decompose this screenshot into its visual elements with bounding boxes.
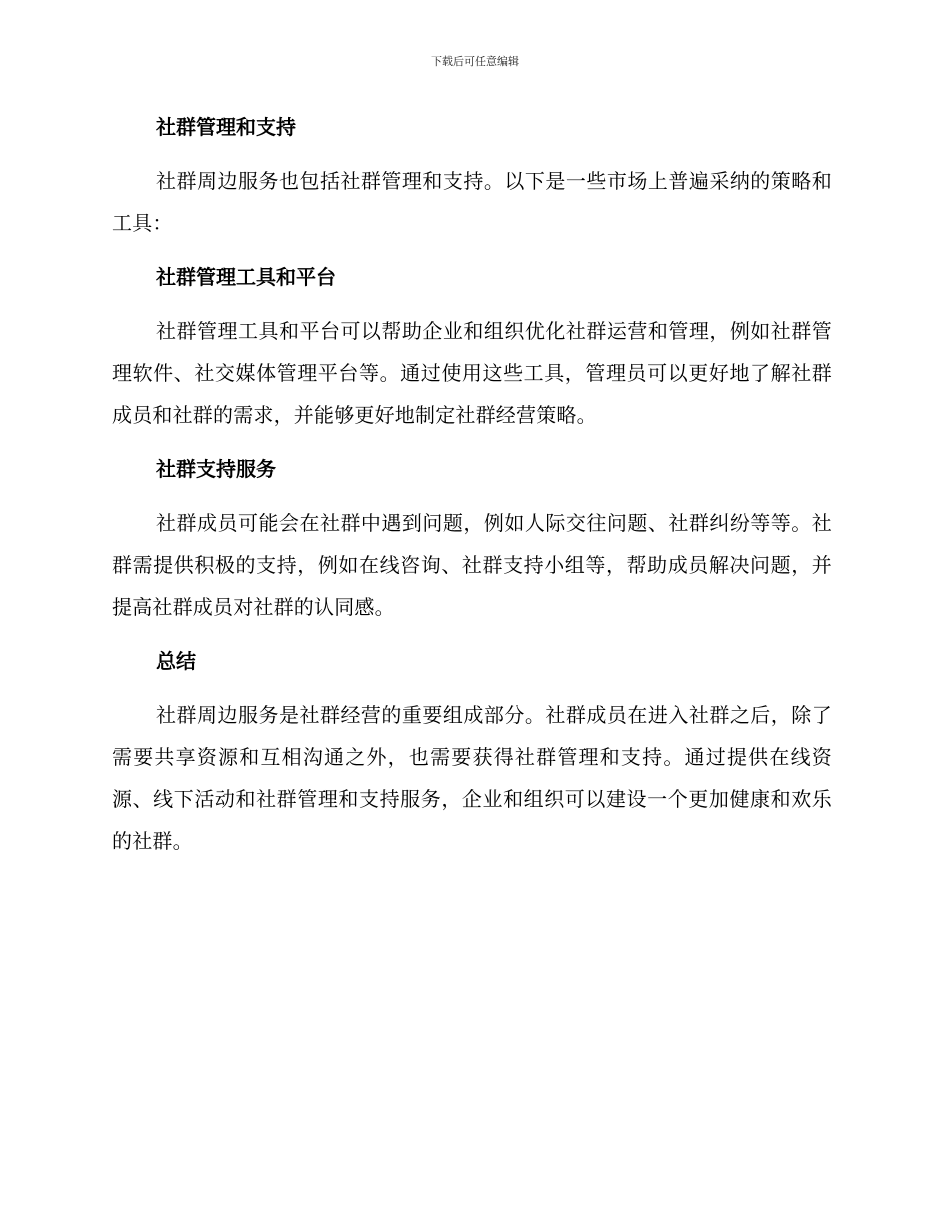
section-paragraph: 社群成员可能会在社群中遇到问题，例如人际交往问题、社群纠纷等等。社群需提供积极的支持，例如在线咨询、社群支持小组等，帮助成员解决问题，并提高社群成员对社群的认同感。 xyxy=(112,511,832,619)
section-summary xyxy=(112,640,832,862)
section-support-services xyxy=(112,448,832,628)
section-heading: 总结 xyxy=(156,649,196,673)
page-header: 下载后可任意编辑 xyxy=(431,55,519,68)
section-paragraph: 社群管理工具和平台可以帮助企业和组织优化社群运营和管理，例如社群管理软件、社交媒体管理平台等。通过使用这些工具，管理员可以更好地了解社群成员和社群的需求，并能够更好地制定社群经营策略。 xyxy=(112,319,832,427)
section-heading: 社群支持服务 xyxy=(156,457,276,481)
section-management-support xyxy=(112,106,832,244)
document-body xyxy=(112,106,832,874)
section-heading: 社群管理工具和平台 xyxy=(156,265,336,289)
section-paragraph: 社群周边服务是社群经营的重要组成部分。社群成员在进入社群之后，除了需要共享资源和互相沟通之外，也需要获得社群管理和支持。通过提供在线资源、线下活动和社群管理和支持服务，企业和组织可以建设一个更加健康和欢乐的社群。 xyxy=(112,703,832,853)
section-paragraph: 社群周边服务也包括社群管理和支持。以下是一些市场上普遍采纳的策略和工具： xyxy=(112,169,832,235)
section-heading: 社群管理和支持 xyxy=(156,115,296,139)
section-management-tools xyxy=(112,256,832,436)
